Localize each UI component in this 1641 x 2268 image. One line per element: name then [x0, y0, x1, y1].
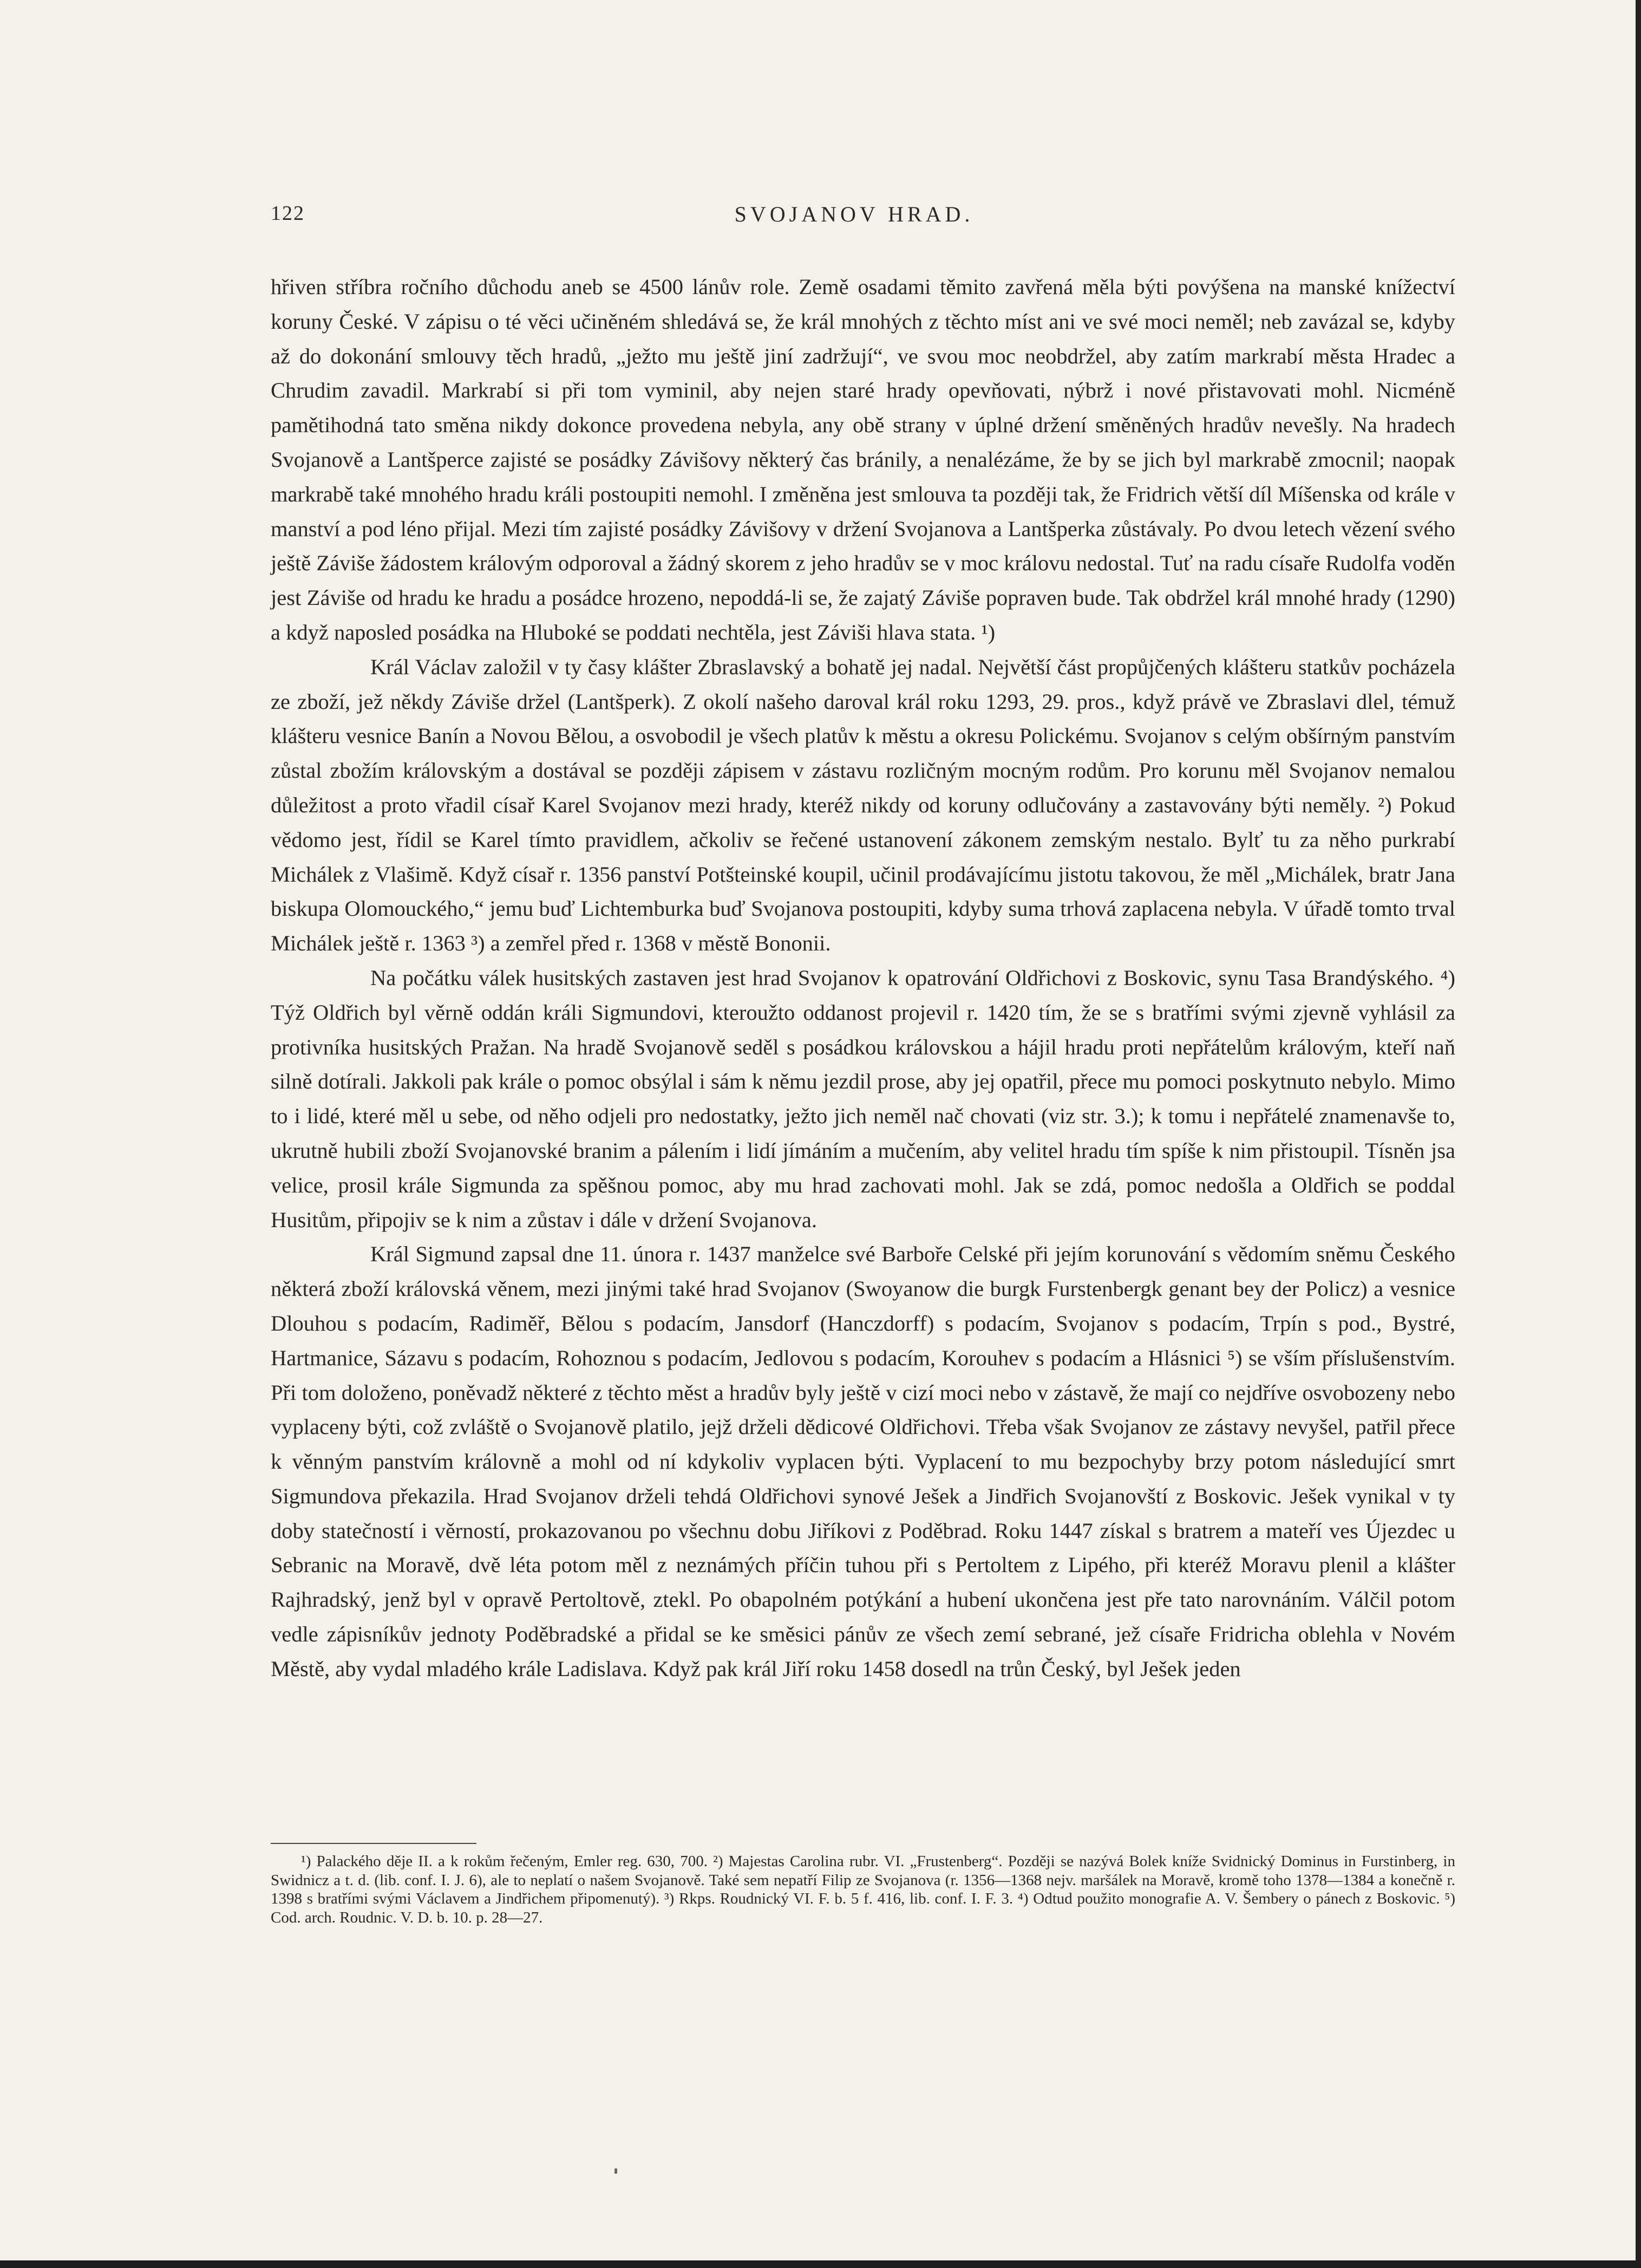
page-bottom-edge [0, 2260, 1641, 2268]
paragraph-2: Král Václav založil v ty časy klášter Zbraslavský a bohatě jej nadal. Největší část propůjčených klášteru statkův pocházela ze zboží, jež někdy Záviše držel (Lantšperk). Z okolí našeho daroval král roku 1293, 29. pros., když právě ve Zbraslavi dlel, témuž klášteru vesnice Banín a Novou Bělou, a osvobodil je všech platův k městu a okresu Polickému. Svojanov s celým obšírným panstvím zůstal zbožím královským a dostával se později zápisem v zástavu rozličným mocným rodům. Pro korunu měl Svojanov nemalou důležitost a proto vřadil císař Karel Svojanov mezi hrady, kteréž nikdy od koruny odlučovány a zastavovány býti neměly. ²) Pokud vědomo jest, řídil se Karel tímto pravidlem, ačkoliv se řečené ustanovení zákonem zemským nestalo. Bylť tu za něho purkrabí Michálek z Vlašimě. Když císař r. 1356 panství Potšteinské koupil, učinil prodávajícímu jistotu takovou, že měl „Michálek, bratr Jana biskupa Olomouckého,“ jemu buď Lichtemburka buď Svojanova postoupiti, kdyby suma trhová zaplacena nebyla. V úřadě tomto trval Michálek ještě r. 1363 ³) a zemřel před r. 1368 v městě Bononii. [271, 654, 1455, 956]
running-title: SVOJANOV HRAD. [734, 202, 974, 226]
paper-speck [614, 2168, 617, 2174]
paragraph-1: hřiven stříbra ročního důchodu aneb se 4500 lánův role. Země osadami těmito zavřená měla býti povýšena na manské knížectví koruny České. V zápisu o té věci učiněném shledává se, že král mnohých z těchto míst ani ve své moci neměl; neb zavázal se, kdyby až do dokonání smlouvy těch hradů, „ježto mu ještě jiní zadržují“, ve svou moc neobdržel, aby zatím markrabí města Hradec a Chrudim zavadil. Markrabí si při tom vyminil, aby nejen staré hrady opevňovati, nýbrž i nové přistavovati mohl. Nicméně pamětihodná tato směna nikdy dokonce provedena nebyla, any obě strany v úplné držení směněných hradův nevešly. Na hradech Svojanově a Lantšperce zajisté se posádky Závišovy některý čas bránily, a nenalézáme, že by se jich byl markrabě zmocnil; naopak markrabě také mnohého hradu králi postoupiti nemohl. I změněna jest smlouva ta později tak, že Fridrich větší díl Míšenska od krále v manství a pod léno přijal. Mezi tím zajisté posádky Závišovy v držení Svojanova a Lantšperka zůstávaly. Po dvou letech vězení svého ještě Záviše žádostem královým odporoval a žádný skorem z jeho hradův se v moc královu nedostal. Tuť na radu císaře Rudolfa voděn jest Záviše od hradu ke hradu a posádce hrozeno, nepoddá-li se, že zajatý Záviše popraven bude. Tak obdržel král mnohé hrady (1290) a když naposled posádka na Hluboké se poddati nechtěla, jest Záviši hlava stata. ¹) [271, 275, 1455, 644]
page-edge-shadow [1636, 0, 1641, 2268]
paragraph-3: Na počátku válek husitských zastaven jest hrad Svojanov k opatrování Oldřichovi z Boskovic, synu Tasa Brandýského. ⁴) Týž Oldřich byl věrně oddán králi Sigmundovi, kteroužto oddanost projevil r. 1420 tím, že se s bratřími svými zjevně vyhlásil za protivníka husitských Pražan. Na hradě Svojanově seděl s posádkou královskou a hájil hradu proti nepřátelům královým, kteří naň silně dotírali. Jakkoli pak krále o pomoc obsýlal i sám k němu jezdil prose, aby jej opatřil, přece mu pomoci poskytnuto nebylo. Mimo to i lidé, které měl u sebe, od něho odjeli pro nedostatky, ježto jich neměl nač chovati (viz str. 3.); k tomu i nepřátelé znamenavše to, ukrutně hubili zboží Svojanovské branim a pálením i lidí jímáním a mučením, aby velitel hradu tím spíše k nim přistoupil. Tísněn jsa velice, prosil krále Sigmunda za spěšnou pomoc, aby mu hrad zachovati mohl. Jak se zdá, pomoc nedošla a Oldřich se poddal Husitům, připojiv se k nim a zůstav i dále v držení Svojanova. [271, 965, 1455, 1232]
footnote-text: ¹) Palackého děje II. a k rokům řečeným, Emler reg. 630, 700. ²) Majestas Carolina rubr. VI. „Frustenberg“. Později se nazývá Bolek kníže Svidnický Dominus in Furstinberg, in Swidnicz a t. d. (lib. conf. I. J. 6), ale to neplatí o našem Svojanově. Také sem nepatří Filip ze Svojanova (r. 1356—1368 nejv. maršálek na Moravě, kromě toho 1378—1384 a konečně r. 1398 s bratřími svými Václavem a Jindřichem připomenutý). ³) Rkps. Roudnický VI. F. b. 5 f. 416, lib. conf. I. F. 3. ⁴) Odtud použito monografie A. V. Šembery o pánech z Boskovic. ⁵) Cod. arch. Roudnic. V. D. b. 10. p. 28—27. [271, 1853, 1455, 1926]
main-text [271, 270, 1455, 1686]
paragraph-4: Král Sigmund zapsal dne 11. února r. 1437 manželce své Barboře Celské při jejím korunování s vědomím sněmu Českého některá zboží královská věnem, mezi jinými také hrad Svojanov (Swoyanow die burgk Furstenbergk genant bey der Policz) a vesnice Dlouhou s podacím, Radiměř, Bělou s podacím, Jansdorf (Hanczdorff) s podacím, Svojanov s podacím, Trpín s pod., Bystré, Hartmanice, Sázavu s podacím, Rohoznou s podacím, Jedlovou s podacím, Korouhev s podacím a Hlásnici ⁵) se vším příslušenstvím. Při tom doloženo, poněvadž některé z těchto měst a hradův byly ještě v cizí moci nebo v zástavě, že mají co nejdříve osvobozeny nebo vyplaceny býti, což zvláště o Svojanově platilo, jejž drželi dědicové Oldřichovi. Třeba však Svojanov ze zástavy nevyšel, patřil přece k věnným panstvím královně a mohl od ní kdykoliv vyplacen býti. Vyplacení to mu bezpochyby brzy potom následující smrt Sigmundova překazila. Hrad Svojanov drželi tehdá Oldřichovi synové Ješek a Jindřich Svojanovští z Boskovic. Ješek vynikal v ty doby statečností i věrností, prokazovanou po všechnu dobu Jiříkovi z Poděbrad. Roku 1447 získal s bratrem a mateří ves Újezdec u Sebranic na Moravě, dvě léta potom měl z neznámých příčin tuhou při s Pertoltem z Lipého, při kteréž Moravu plenil a klášter Rajhradský, jenž byl v opravě Pertoltově, ztekl. Po obapolném potýkání a hubení ukončena jest pře tato narovnáním. Válčil potom vedle zápisníkův jednoty Poděbradské a přidal se ke směsici pánův ze všech zemí sebrané, jež císaře Fridricha oblehla v Novém Městě, aby vydal mladého krále Ladislava. Když pak král Jiří roku 1458 dosedl na trůn Český, byl Ješek jeden [271, 1242, 1455, 1681]
footnotes [271, 1852, 1455, 1927]
page-number: 122 [271, 202, 305, 225]
footnote-separator [271, 1843, 476, 1844]
page-header [271, 201, 1437, 239]
